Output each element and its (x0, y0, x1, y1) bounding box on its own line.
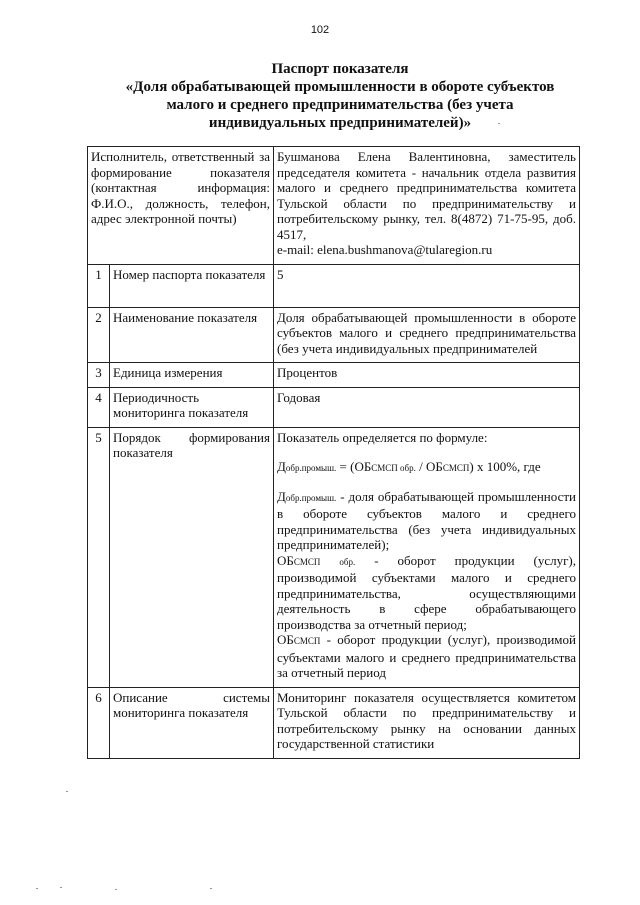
def2-text: - оборот продукции (услуг), производимой субъектами малого и среднего предпринимательства, осуществляющими деятельность в сфере обрабатывающего производства за отчетный период; (277, 552, 577, 632)
def1-term: Д (277, 488, 286, 504)
document-title (100, 60, 580, 132)
definition-2 (277, 553, 576, 633)
row-number: 2 (88, 307, 110, 363)
def3-term: ОБ (277, 632, 294, 647)
row-label: Номер паспорта показателя (110, 264, 274, 307)
scan-speck (60, 887, 62, 888)
row-number: 5 (88, 427, 110, 687)
formula-d: Д (277, 459, 286, 474)
def3-sub: СМСП (293, 636, 321, 646)
def2-sub-1: СМСП (293, 556, 321, 567)
row-number: 6 (88, 687, 110, 758)
def1-text: - доля обрабатывающей промышленности в обороте субъектов малого и среднего предпринимательства (без учета индивидуальных предпринимателей); (277, 488, 577, 552)
row-value: 5 (274, 264, 580, 307)
scan-speck (498, 123, 500, 124)
row-number: 4 (88, 387, 110, 427)
passport-table (87, 146, 580, 759)
formula-intro: Показатель определяется по формуле: (277, 429, 488, 445)
executor-label: Исполнитель, ответственный за формирование показателя (контактная информация: Ф.И.О., должность, телефон, адрес электронной почты) (88, 147, 274, 265)
row-value: Доля обрабатывающей промышленности в обороте субъектов малого и среднего предпринимательства (без учета индивидуальных предпринимателей (274, 307, 580, 363)
formula-cell (274, 427, 580, 687)
table-row (88, 307, 580, 363)
row-value: Мониторинг показателя осуществляется комитетом Тульской области по предпринимательству и потребительскому рынку на основании данных государственной статистики (274, 687, 580, 758)
executor-value (274, 147, 580, 265)
scan-speck (36, 888, 38, 889)
row-label: Наименование показателя (110, 307, 274, 363)
row-value: Процентов (274, 363, 580, 388)
table-row (88, 687, 580, 758)
table-row (88, 363, 580, 388)
formula-eq: = (ОБ (336, 459, 372, 474)
title-line-4: индивидуальных предпринимателей)» (208, 115, 472, 131)
scan-speck (210, 888, 212, 889)
title-line-3: малого и среднего предпринимательства (без учета (166, 97, 514, 113)
row-number: 1 (88, 264, 110, 307)
formula (277, 459, 576, 477)
table-row (88, 387, 580, 427)
row-label: Единица измерения (110, 363, 274, 388)
def3-text: - оборот продукции (услуг), производимой субъектами малого и среднего предпринимательства за отчетный период (277, 632, 576, 680)
row-number: 3 (88, 363, 110, 388)
def2-sub-2: обр. (339, 556, 356, 567)
scan-speck (66, 791, 68, 792)
formula-slash: / ОБ (415, 459, 443, 474)
row-label: Порядок формирования показателя (110, 427, 274, 687)
title-line-1: Паспорт показателя (271, 61, 409, 77)
table-row-formula (88, 427, 580, 687)
def2-term: ОБ (277, 552, 294, 568)
page-number: 102 (310, 24, 330, 36)
title-line-2: «Доля обрабатывающей промышленности в обороте субъектов (125, 79, 555, 95)
table-row-executor (88, 147, 580, 265)
table-row (88, 264, 580, 307)
formula-d-sub: обр.промыш. (285, 463, 337, 473)
def1-term-sub: обр.промыш. (285, 492, 337, 503)
executor-email: e-mail: elena.bushmanova@tularegion.ru (277, 242, 493, 257)
row-value: Годовая (274, 387, 580, 427)
formula-ob-sub-1: СМСП обр. (371, 463, 416, 473)
formula-tail: ) х 100%, где (469, 459, 541, 474)
definition-3 (277, 632, 576, 681)
row-label: Периодичность мониторинга показателя (110, 387, 274, 427)
definition-1 (277, 489, 576, 553)
formula-ob-sub-2: СМСП (442, 463, 470, 473)
row-label: Описание системы мониторинга показателя (110, 687, 274, 758)
scan-speck (115, 889, 117, 890)
executor-details: Бушманова Елена Валентиновна, заместитель председателя комитета - начальник отдела развития малого и среднего предпринимательства комитета Тульской области по предпринимательству и потребительскому рынку, тел. 8(4872) 71-75-95, доб. 4517, (277, 149, 576, 242)
